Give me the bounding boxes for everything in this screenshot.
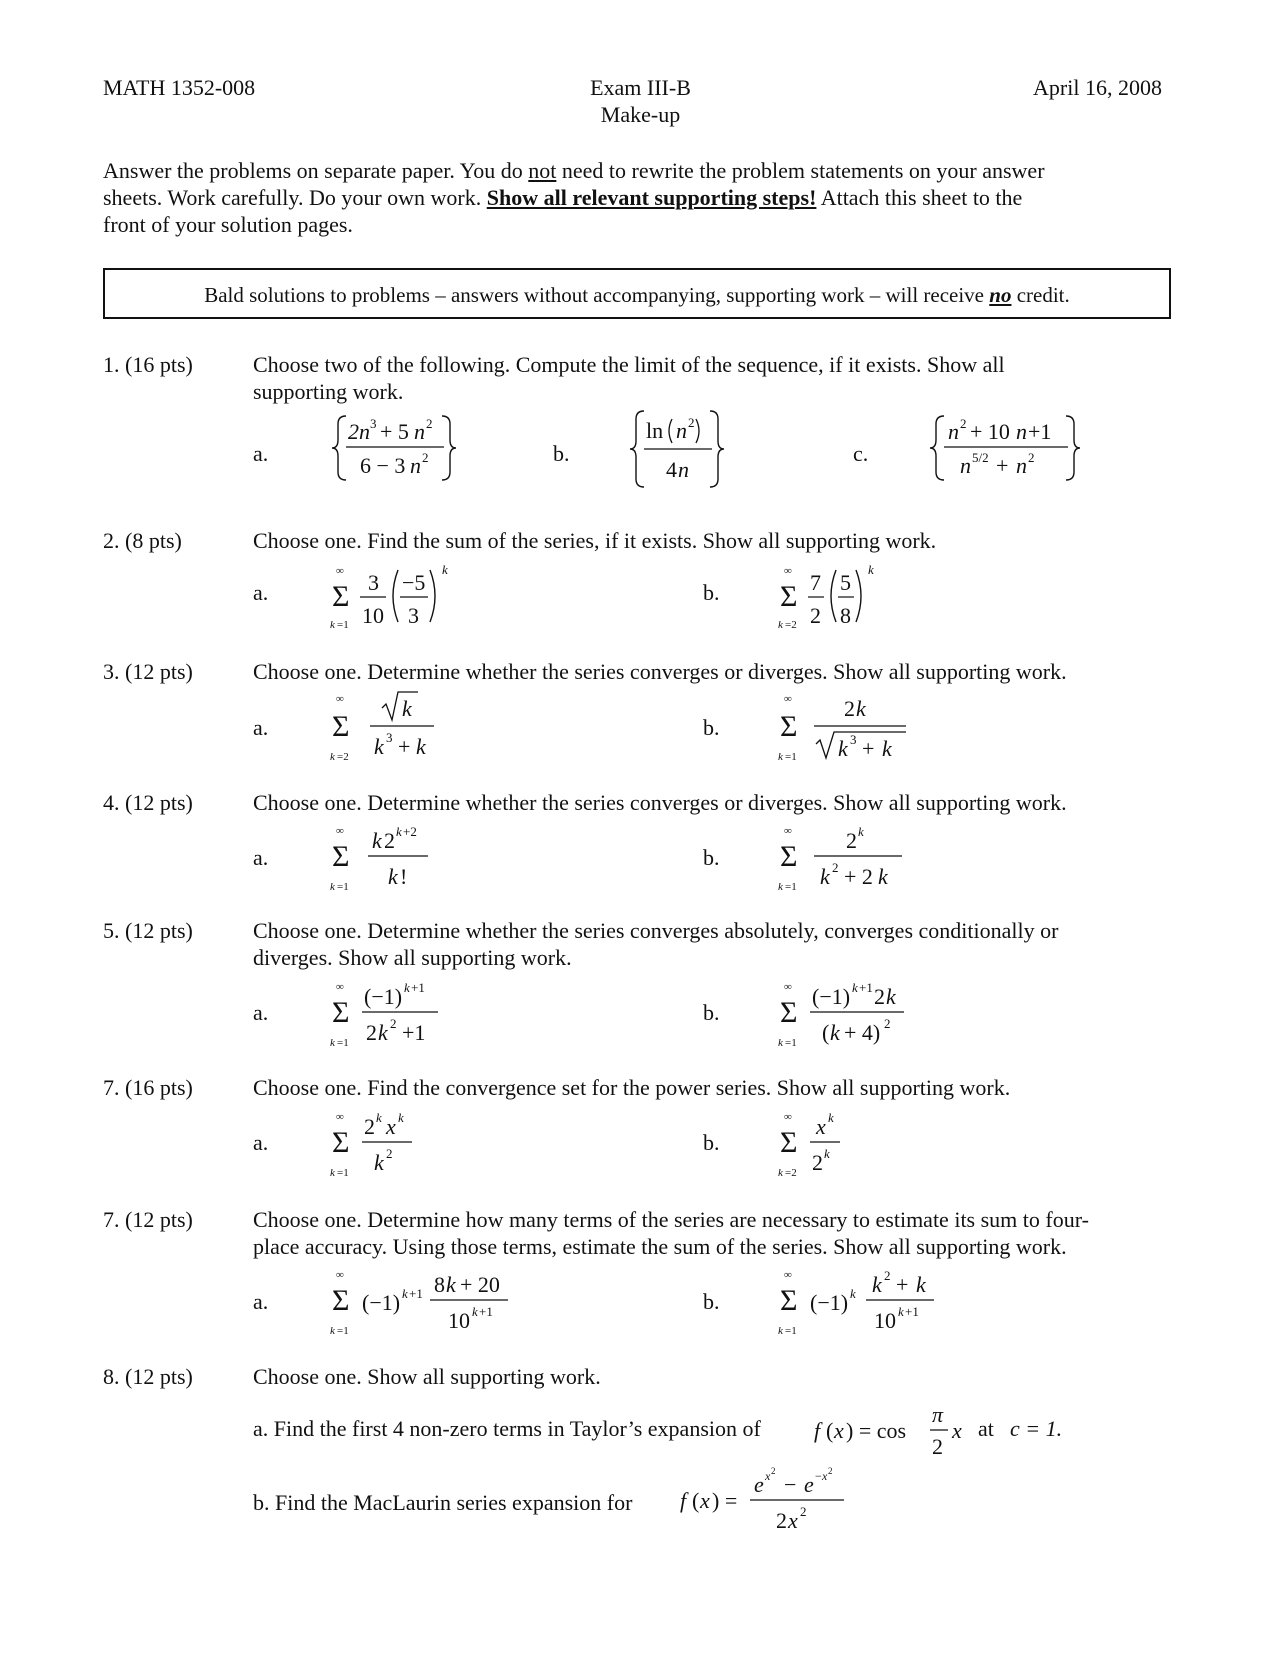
svg-text:k: k bbox=[886, 984, 896, 1009]
problem-7-option-b: b. bbox=[703, 1289, 720, 1314]
svg-text:Σ: Σ bbox=[332, 996, 350, 1029]
svg-text:Σ: Σ bbox=[780, 996, 798, 1029]
svg-text:k: k bbox=[472, 1304, 478, 1319]
problem-6a-formula bbox=[330, 1106, 430, 1180]
svg-text:=1: =1 bbox=[337, 1167, 349, 1179]
svg-text:ln: ln bbox=[646, 418, 664, 443]
svg-text:k: k bbox=[404, 980, 410, 995]
problem-5-number: 5. (12 pts) bbox=[103, 918, 193, 943]
problem-1a-formula bbox=[330, 410, 460, 490]
problem-7-text-2: place accuracy. Using those terms, estimate the sum of the series. Show all supporting work. bbox=[253, 1234, 1067, 1259]
problem-3a-formula bbox=[330, 688, 450, 764]
svg-text:2: 2 bbox=[390, 1016, 397, 1031]
svg-text:2: 2 bbox=[832, 860, 839, 875]
svg-text:) =: ) = bbox=[712, 1488, 738, 1513]
svg-text:+: + bbox=[896, 1272, 909, 1297]
svg-text:2: 2 bbox=[366, 1020, 377, 1045]
problem-3-option-a: a. bbox=[253, 715, 269, 740]
svg-text:10: 10 bbox=[362, 603, 384, 628]
svg-text:7: 7 bbox=[810, 570, 821, 595]
svg-text:+1: +1 bbox=[859, 980, 873, 995]
svg-text:Σ: Σ bbox=[332, 840, 350, 873]
svg-text:10: 10 bbox=[448, 1308, 470, 1333]
problem-2a-formula bbox=[330, 560, 470, 632]
svg-text:x: x bbox=[386, 1114, 396, 1139]
svg-text:∞: ∞ bbox=[336, 565, 344, 577]
svg-text:=2: =2 bbox=[785, 1167, 797, 1179]
problem-8a-at: at bbox=[978, 1416, 994, 1441]
svg-text:k: k bbox=[372, 828, 382, 853]
svg-text:k: k bbox=[778, 1325, 783, 1337]
svg-text:2: 2 bbox=[688, 415, 695, 430]
svg-text:2: 2 bbox=[812, 1150, 823, 1175]
svg-text:k: k bbox=[330, 619, 335, 631]
svg-text:e: e bbox=[804, 1472, 814, 1497]
problem-5a-formula bbox=[330, 976, 450, 1050]
problem-1-option-a: a. bbox=[253, 441, 269, 466]
svg-text:10: 10 bbox=[874, 1308, 896, 1333]
problem-7a-formula bbox=[330, 1264, 520, 1338]
svg-text:2: 2 bbox=[932, 1434, 943, 1459]
svg-text:k: k bbox=[828, 1110, 834, 1125]
svg-text:+1: +1 bbox=[411, 980, 425, 995]
svg-text:Σ: Σ bbox=[780, 1126, 798, 1159]
svg-text:n: n bbox=[1016, 419, 1027, 444]
problem-7b-formula bbox=[778, 1264, 948, 1338]
svg-text:+1: +1 bbox=[479, 1304, 493, 1319]
svg-text:k: k bbox=[858, 824, 864, 839]
svg-text:∞: ∞ bbox=[784, 1269, 792, 1281]
svg-text:2: 2 bbox=[800, 1504, 807, 1519]
svg-text:k: k bbox=[388, 864, 398, 889]
course-number: MATH 1352-008 bbox=[103, 75, 256, 100]
svg-text:k: k bbox=[850, 1286, 856, 1301]
svg-text:+1: +1 bbox=[409, 1286, 423, 1301]
svg-text:2n: 2n bbox=[348, 419, 370, 444]
problem-8a-center: c = 1. bbox=[1010, 1416, 1063, 1441]
problem-1-option-c: c. bbox=[853, 441, 869, 466]
svg-text:f: f bbox=[680, 1488, 687, 1513]
svg-text:=1: =1 bbox=[337, 881, 349, 893]
svg-text:3: 3 bbox=[370, 416, 377, 431]
svg-text:+ 2: + 2 bbox=[844, 864, 873, 889]
svg-text:(: ( bbox=[826, 1418, 834, 1443]
svg-text:(: ( bbox=[692, 1488, 700, 1513]
svg-text:!: ! bbox=[400, 864, 408, 889]
problem-7-option-a: a. bbox=[253, 1289, 269, 1314]
no-emphasis: no bbox=[989, 283, 1012, 307]
svg-text:n: n bbox=[678, 457, 689, 482]
svg-text:3: 3 bbox=[850, 732, 857, 747]
svg-text:∞: ∞ bbox=[336, 825, 344, 837]
svg-text:x: x bbox=[765, 1469, 771, 1483]
problem-6b-formula bbox=[778, 1106, 868, 1180]
problem-6-option-b: b. bbox=[703, 1130, 720, 1155]
svg-text:2: 2 bbox=[1028, 450, 1035, 465]
svg-text:2: 2 bbox=[884, 1268, 891, 1283]
svg-text:(: ( bbox=[822, 1020, 830, 1045]
instructions-line-3: front of your solution pages. bbox=[103, 212, 353, 237]
problem-4-option-b: b. bbox=[703, 845, 720, 870]
svg-text:k: k bbox=[856, 696, 866, 721]
svg-text:k: k bbox=[378, 1020, 388, 1045]
svg-text:2: 2 bbox=[828, 1466, 833, 1476]
problem-3-number: 3. (12 pts) bbox=[103, 659, 193, 684]
svg-text:k: k bbox=[402, 696, 412, 721]
problem-8a-formula bbox=[812, 1398, 974, 1462]
svg-text:k: k bbox=[820, 864, 830, 889]
svg-text:+1: +1 bbox=[1028, 419, 1052, 444]
problem-3b-formula bbox=[778, 688, 918, 764]
problem-8-number: 8. (12 pts) bbox=[103, 1364, 193, 1389]
problem-3-text: Choose one. Determine whether the series converges or diverges. Show all supporting work. bbox=[253, 659, 1067, 684]
problem-1b-formula bbox=[630, 405, 740, 495]
svg-text:x: x bbox=[952, 1418, 962, 1443]
svg-text:Σ: Σ bbox=[332, 1284, 350, 1317]
svg-text:−: − bbox=[784, 1472, 797, 1497]
problem-6-number: 7. (16 pts) bbox=[103, 1075, 193, 1100]
instructions-line-1: Answer the problems on separate paper. You do not need to rewrite the problem statements on your answer bbox=[103, 158, 1045, 183]
svg-text:∞: ∞ bbox=[784, 693, 792, 705]
exam-title: Exam III-B bbox=[590, 75, 691, 100]
svg-text:k: k bbox=[446, 1272, 456, 1297]
problem-2-text: Choose one. Find the sum of the series, if it exists. Show all supporting work. bbox=[253, 528, 937, 553]
svg-text:=1: =1 bbox=[785, 881, 797, 893]
svg-text:2: 2 bbox=[810, 603, 821, 628]
svg-text:=1: =1 bbox=[337, 1037, 349, 1049]
problem-8b-text: b. Find the MacLaurin series expansion for bbox=[253, 1490, 633, 1515]
svg-text:∞: ∞ bbox=[784, 981, 792, 993]
svg-text:8: 8 bbox=[434, 1272, 445, 1297]
problem-4-number: 4. (12 pts) bbox=[103, 790, 193, 815]
problem-8-text: Choose one. Show all supporting work. bbox=[253, 1364, 601, 1389]
svg-text:=1: =1 bbox=[785, 1037, 797, 1049]
svg-text:k: k bbox=[878, 864, 888, 889]
svg-text:Σ: Σ bbox=[780, 840, 798, 873]
svg-text:k: k bbox=[398, 1110, 404, 1125]
svg-text:2: 2 bbox=[776, 1508, 787, 1533]
svg-text:2: 2 bbox=[844, 696, 855, 721]
svg-text:k: k bbox=[898, 1304, 904, 1319]
svg-text:3: 3 bbox=[408, 603, 419, 628]
svg-text:5: 5 bbox=[840, 570, 851, 595]
svg-text:Σ: Σ bbox=[780, 580, 798, 613]
instructions-line-2: sheets. Work carefully. Do your own work. Show all relevant supporting steps! Attach this sheet to the bbox=[103, 185, 1023, 210]
svg-text:∞: ∞ bbox=[336, 981, 344, 993]
svg-text:n: n bbox=[948, 419, 959, 444]
exam-subtitle: Make-up bbox=[600, 102, 681, 127]
problem-1-text-2: supporting work. bbox=[253, 379, 404, 404]
svg-text:k: k bbox=[778, 751, 783, 763]
problem-5-option-b: b. bbox=[703, 1000, 720, 1025]
svg-text:+ 20: + 20 bbox=[460, 1272, 500, 1297]
problem-1-text-1: Choose two of the following. Compute the limit of the sequence, if it exists. Show all bbox=[253, 352, 1005, 377]
svg-text:2: 2 bbox=[884, 1016, 891, 1031]
svg-text:∞: ∞ bbox=[784, 565, 792, 577]
svg-text:k: k bbox=[402, 1286, 408, 1301]
problem-2-option-b: b. bbox=[703, 580, 720, 605]
svg-text:+: + bbox=[862, 736, 875, 761]
svg-text:Σ: Σ bbox=[332, 1126, 350, 1159]
problem-5-option-a: a. bbox=[253, 1000, 269, 1025]
svg-text:k: k bbox=[838, 736, 848, 761]
svg-text:k: k bbox=[330, 1167, 335, 1179]
svg-text:k: k bbox=[416, 734, 426, 759]
svg-text:2: 2 bbox=[874, 984, 885, 1009]
svg-text:−: − bbox=[815, 1469, 822, 1483]
svg-text:+1: +1 bbox=[905, 1304, 919, 1319]
svg-text:k: k bbox=[778, 881, 783, 893]
svg-text:4: 4 bbox=[666, 457, 677, 482]
bald-solutions-notice: Bald solutions to problems – answers without accompanying, supporting work – will receive no credit. bbox=[103, 268, 1171, 319]
svg-text:(−1): (−1) bbox=[812, 984, 851, 1009]
svg-text:k: k bbox=[824, 1146, 830, 1161]
svg-text:f: f bbox=[814, 1418, 821, 1443]
svg-text:=2: =2 bbox=[337, 751, 349, 763]
svg-text:Σ: Σ bbox=[332, 580, 350, 613]
problem-1c-formula bbox=[928, 410, 1088, 490]
svg-text:2: 2 bbox=[386, 1146, 393, 1161]
svg-text:3: 3 bbox=[368, 570, 379, 595]
svg-text:k: k bbox=[916, 1272, 926, 1297]
svg-text:k: k bbox=[778, 1037, 783, 1049]
svg-text:(−1): (−1) bbox=[810, 1290, 849, 1315]
svg-text:8: 8 bbox=[840, 603, 851, 628]
svg-text:k: k bbox=[330, 1037, 335, 1049]
svg-text:∞: ∞ bbox=[784, 1111, 792, 1123]
svg-text:k: k bbox=[330, 1325, 335, 1337]
svg-text:2: 2 bbox=[846, 828, 857, 853]
exam-date: April 16, 2008 bbox=[1033, 75, 1162, 100]
svg-text:n: n bbox=[1016, 453, 1027, 478]
problem-5b-formula bbox=[778, 976, 918, 1050]
svg-text:+ 4): + 4) bbox=[844, 1020, 881, 1045]
svg-text:k: k bbox=[374, 734, 384, 759]
svg-text:k: k bbox=[868, 562, 874, 577]
svg-text:n: n bbox=[676, 418, 687, 443]
svg-text:=1: =1 bbox=[337, 619, 349, 631]
problem-8a-text: a. Find the first 4 non-zero terms in Taylor’s expansion of bbox=[253, 1416, 761, 1441]
svg-text:−5: −5 bbox=[402, 570, 426, 595]
svg-text:x: x bbox=[816, 1114, 826, 1139]
svg-text:x: x bbox=[822, 1469, 828, 1483]
svg-text:Σ: Σ bbox=[332, 710, 350, 743]
svg-text:n: n bbox=[414, 419, 425, 444]
svg-text:π: π bbox=[932, 1402, 944, 1427]
svg-text:5/2: 5/2 bbox=[972, 450, 989, 465]
svg-text:∞: ∞ bbox=[336, 1111, 344, 1123]
svg-text:k: k bbox=[872, 1272, 882, 1297]
problem-4b-formula bbox=[778, 820, 908, 894]
svg-text:=1: =1 bbox=[785, 751, 797, 763]
svg-text:Σ: Σ bbox=[780, 1284, 798, 1317]
svg-text:k: k bbox=[778, 619, 783, 631]
svg-text:+1: +1 bbox=[402, 1020, 426, 1045]
svg-text:k: k bbox=[376, 1110, 382, 1125]
problem-6-text: Choose one. Find the convergence set for the power series. Show all supporting work. bbox=[253, 1075, 1011, 1100]
svg-text:2: 2 bbox=[422, 450, 429, 465]
problem-4-option-a: a. bbox=[253, 845, 269, 870]
svg-text:+: + bbox=[996, 453, 1009, 478]
problem-5-text-2: diverges. Show all supporting work. bbox=[253, 945, 572, 970]
problem-6-option-a: a. bbox=[253, 1130, 269, 1155]
svg-text:x: x bbox=[788, 1508, 798, 1533]
problem-4-text: Choose one. Determine whether the series converges or diverges. Show all supporting work. bbox=[253, 790, 1067, 815]
svg-text:=2: =2 bbox=[785, 619, 797, 631]
problem-2-option-a: a. bbox=[253, 580, 269, 605]
svg-text:+ 10: + 10 bbox=[970, 419, 1010, 444]
svg-text:e: e bbox=[754, 1472, 764, 1497]
svg-text:k: k bbox=[778, 1167, 783, 1179]
supporting-steps-emphasis: Show all relevant supporting steps! bbox=[486, 185, 817, 210]
problem-5-text-1: Choose one. Determine whether the series converges absolutely, converges conditionally or bbox=[253, 918, 1059, 943]
not-emphasis: not bbox=[528, 158, 557, 183]
svg-text:∞: ∞ bbox=[784, 825, 792, 837]
svg-text:k: k bbox=[442, 562, 448, 577]
problem-1-option-b: b. bbox=[553, 441, 570, 466]
svg-text:∞: ∞ bbox=[336, 693, 344, 705]
svg-text:2: 2 bbox=[426, 416, 433, 431]
svg-text:2: 2 bbox=[364, 1114, 375, 1139]
svg-text:+: + bbox=[398, 734, 411, 759]
svg-text:k: k bbox=[330, 881, 335, 893]
svg-text:(−1): (−1) bbox=[362, 1290, 401, 1315]
svg-text:n: n bbox=[960, 453, 971, 478]
svg-text:k: k bbox=[374, 1150, 384, 1175]
problem-3-option-b: b. bbox=[703, 715, 720, 740]
svg-text:k: k bbox=[882, 736, 892, 761]
svg-text:k: k bbox=[396, 824, 402, 839]
svg-text:+ 5: + 5 bbox=[380, 419, 409, 444]
svg-text:∞: ∞ bbox=[336, 1269, 344, 1281]
svg-text:+2: +2 bbox=[403, 824, 417, 839]
svg-text:x: x bbox=[834, 1418, 844, 1443]
svg-text:=1: =1 bbox=[337, 1325, 349, 1337]
svg-text:6 − 3: 6 − 3 bbox=[360, 453, 406, 478]
problem-1-number: 1. (16 pts) bbox=[103, 352, 193, 377]
svg-text:2: 2 bbox=[771, 1466, 776, 1476]
problem-2b-formula bbox=[778, 560, 898, 632]
svg-text:=1: =1 bbox=[785, 1325, 797, 1337]
svg-text:) = cos: ) = cos bbox=[846, 1418, 907, 1443]
svg-text:3: 3 bbox=[386, 730, 393, 745]
problem-4a-formula bbox=[330, 820, 450, 894]
svg-text:2: 2 bbox=[384, 828, 395, 853]
svg-text:k: k bbox=[852, 980, 858, 995]
problem-8b-formula bbox=[676, 1462, 856, 1534]
svg-text:(−1): (−1) bbox=[364, 984, 403, 1009]
problem-7-number: 7. (12 pts) bbox=[103, 1207, 193, 1232]
svg-text:k: k bbox=[330, 751, 335, 763]
svg-text:n: n bbox=[410, 453, 421, 478]
problem-7-text-1: Choose one. Determine how many terms of the series are necessary to estimate its sum to four- bbox=[253, 1207, 1089, 1232]
problem-2-number: 2. (8 pts) bbox=[103, 528, 182, 553]
svg-text:Σ: Σ bbox=[780, 710, 798, 743]
svg-text:x: x bbox=[700, 1488, 710, 1513]
svg-text:2: 2 bbox=[960, 416, 967, 431]
svg-text:k: k bbox=[830, 1020, 840, 1045]
